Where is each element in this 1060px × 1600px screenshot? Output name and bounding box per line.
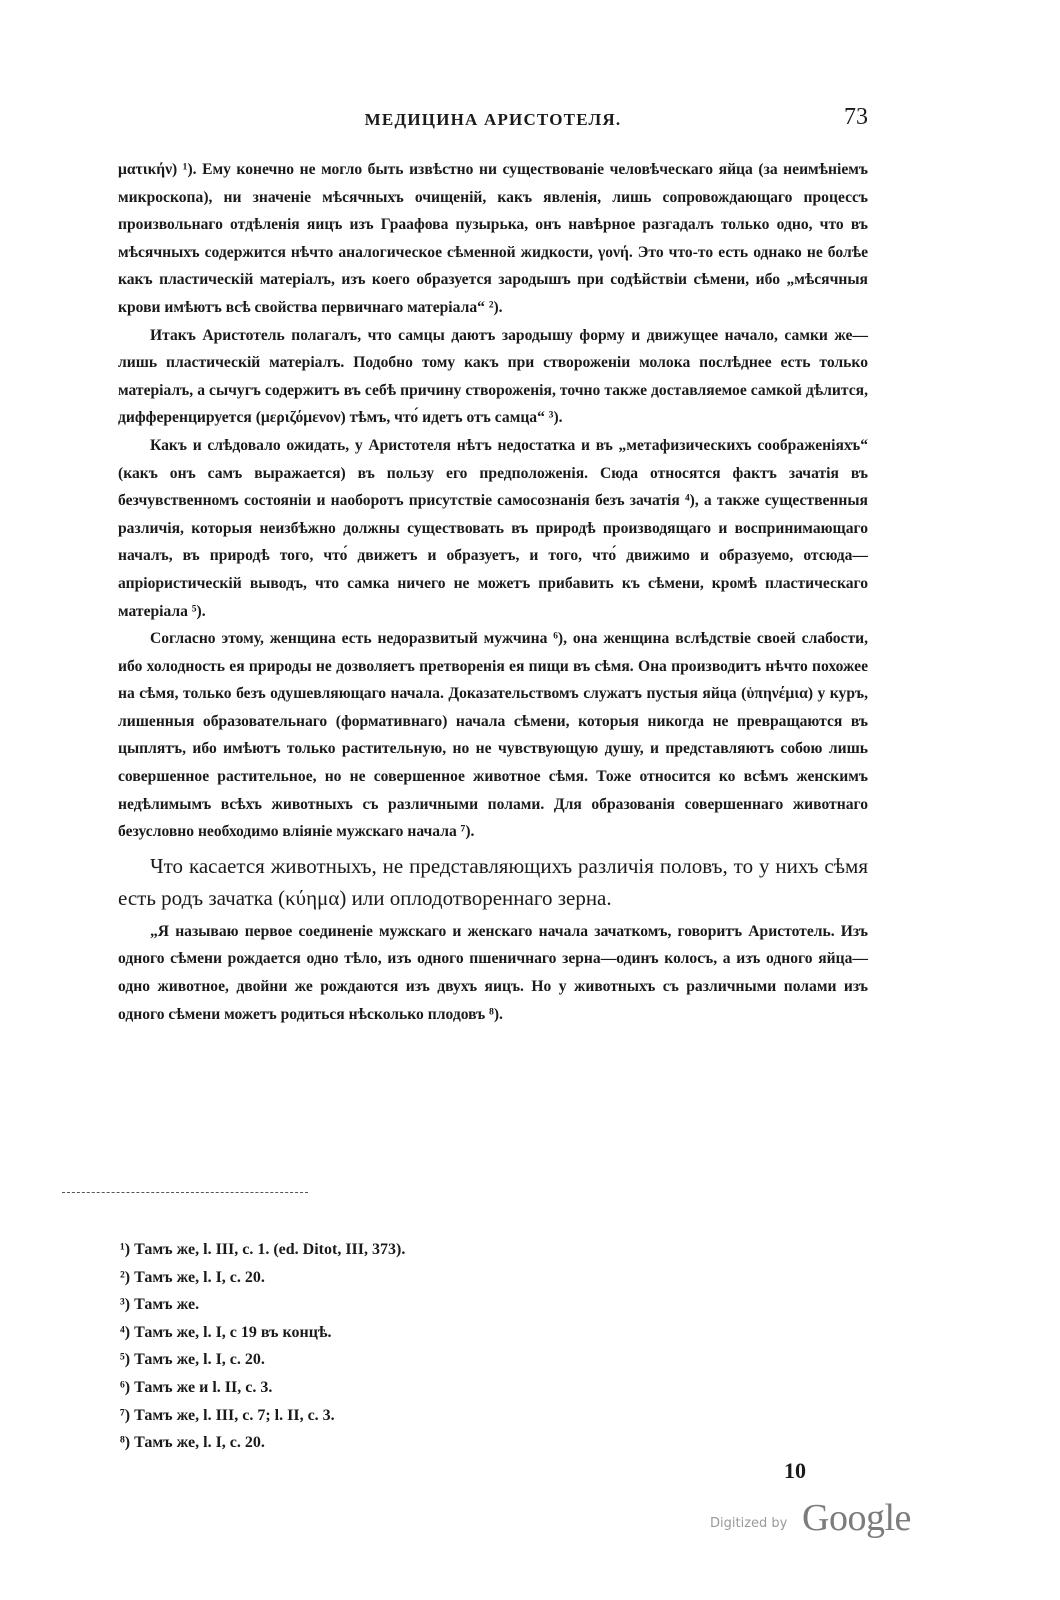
body-text — [118, 156, 868, 1028]
running-title: МЕДИЦИНА АРИСТОТЕЛЯ. — [364, 110, 622, 129]
footnote-5 — [120, 1346, 720, 1374]
footnote-1 — [120, 1236, 720, 1264]
footnote-text: Тамъ же, l. I, c. 20. — [134, 1351, 265, 1369]
footnote-text: Тамъ же, l. III, c. 7; l. II, c. 3. — [134, 1406, 335, 1424]
footnote-mark: ⁵) — [120, 1351, 131, 1369]
footnote-text: Тамъ же, l. I, c 19 въ концѣ. — [134, 1323, 332, 1341]
footnote-text: Тамъ же и l. II, c. 3. — [134, 1378, 273, 1396]
footnote-4 — [120, 1319, 720, 1347]
footnote-divider — [62, 1192, 308, 1193]
footnote-mark: ⁷) — [120, 1406, 131, 1424]
footnote-text: Тамъ же, l. III, c. 1. (ed. Ditot, III, 373). — [134, 1241, 406, 1258]
paragraph-4: Согласно этому, женщина есть недоразвитый мужчина ⁶), она женщина вслѣдствіе своей слабости, ибо холодность ея природы не дозволяетъ претворенія ея пищи въ сѣмя. Она производитъ нѣчто похожее на сѣмя, только безъ одушевляющаго начала. Доказательствомъ служатъ пустыя яйца (ὑπηνέμια) у куръ, лишенныя образовательнаго (формативнаго) начала сѣмени, которыя никогда не превращаются въ цыплятъ, ибо имѣютъ только растительную, но не чувствующую душу, и представляютъ собою лишь совершенное растительное, но не совершенное животное сѣмя. Тоже относится ко всѣмъ женскимъ недѣлимымъ всѣхъ животныхъ съ различными полами. Для образованія совершеннаго животнаго безусловно необходимо вліяніе мужскаго начала ⁷). — [118, 630, 868, 841]
footnote-text: Тамъ же, l. I, c. 20. — [134, 1268, 265, 1286]
running-head — [118, 104, 868, 134]
footnote-mark: ⁶) — [120, 1378, 131, 1396]
watermark-prefix: Digitized by — [710, 1516, 788, 1531]
page-number: 73 — [844, 104, 868, 130]
digitized-watermark — [710, 1496, 930, 1546]
footnotes — [120, 1236, 720, 1457]
footnote-text: Тамъ же. — [134, 1296, 200, 1314]
paragraph-3: Какъ и слѣдовало ожидать, у Аристотеля нѣтъ недостатка и въ „метафизическихъ соображеніяхъ“ (какъ онъ самъ выражается) въ пользу его предположенія. Сюда относятся фактъ зачатія въ безчувственномъ состояніи и наоборотъ присутствіе самосознанія безъ зачатія ⁴), а также существенныя различія, которыя неизбѣжно должны существовать въ природѣ производящаго и воспринимающаго началъ, въ природѣ того, что́ движетъ и образуетъ, и того, что́ движимо и образуемо, отсюда—апріористическій выводъ, что самка ничего не можетъ прибавить къ сѣмени, кромѣ пластическаго матеріала ⁵). — [118, 436, 868, 620]
paragraph-2: Итакъ Аристотель полагалъ, что самцы даютъ зародышу форму и движущее начало, самки же—лишь пластическій матеріалъ. Подобно тому какъ при створоженіи молока послѣднее есть только матеріалъ, а сычугъ содержитъ въ себѣ причину створоженія, точно также доставляемое самкой дѣлится, дифференцируется (μεριζόμενον) тѣмъ, что́ идетъ отъ самца“ ³). — [118, 326, 868, 427]
signature-mark: 10 — [784, 1458, 806, 1483]
footnote-mark: ⁴) — [120, 1323, 131, 1341]
paragraph-5: Что касается животныхъ, не представляющихъ различія половъ, то у нихъ сѣмя есть родъ зачатка (κύημα) или оплодотвореннаго зерна. — [118, 853, 868, 910]
footnote-mark: ²) — [120, 1268, 131, 1286]
footnote-mark: ¹) — [120, 1241, 131, 1258]
footnote-mark: ⁸) — [120, 1434, 131, 1452]
footnote-6 — [120, 1374, 720, 1402]
paragraph-1: ματικήν) ¹). Ему конечно не могло быть извѣстно ни существованіе человѣческаго яйца (за неимѣніемъ микроскопа), ни значеніе мѣсячныхъ очищеній, какъ явленія, лишь сопровождающаго процессъ произвольнаго отдѣленія яицъ изъ Граафова пузырька, онъ навѣрное разгадалъ только одно, что въ мѣсячныхъ содержится нѣчто аналогическое сѣменной жидкости, γονή. Это что-то есть однако не болѣе какъ пластическій матеріалъ, изъ коего образуется зародышъ при содѣйствіи сѣмени, ибо „мѣсячныя крови имѣютъ всѣ свойства первичнаго матеріала“ ²). — [118, 161, 868, 316]
paragraph-6: „Я называю первое соединеніе мужскаго и женскаго начала зачаткомъ, говоритъ Аристотель. Изъ одного сѣмени рождается одно тѣло, изъ одного пшеничнаго зерна—одинъ колосъ, а изъ одного яйца—одно животное, двойни же рождаются изъ двухъ яицъ. Но у животныхъ съ различными полами изъ одного сѣмени можетъ родиться нѣсколько плодовъ ⁸). — [118, 922, 868, 1023]
footnote-8 — [120, 1429, 720, 1457]
footnote-2 — [120, 1264, 720, 1292]
google-logo: Google — [802, 1497, 911, 1539]
footnote-mark: ³) — [120, 1296, 131, 1314]
footnote-7 — [120, 1402, 720, 1430]
footnote-3 — [120, 1291, 720, 1319]
footnote-text: Тамъ же, l. I, c. 20. — [134, 1434, 265, 1452]
